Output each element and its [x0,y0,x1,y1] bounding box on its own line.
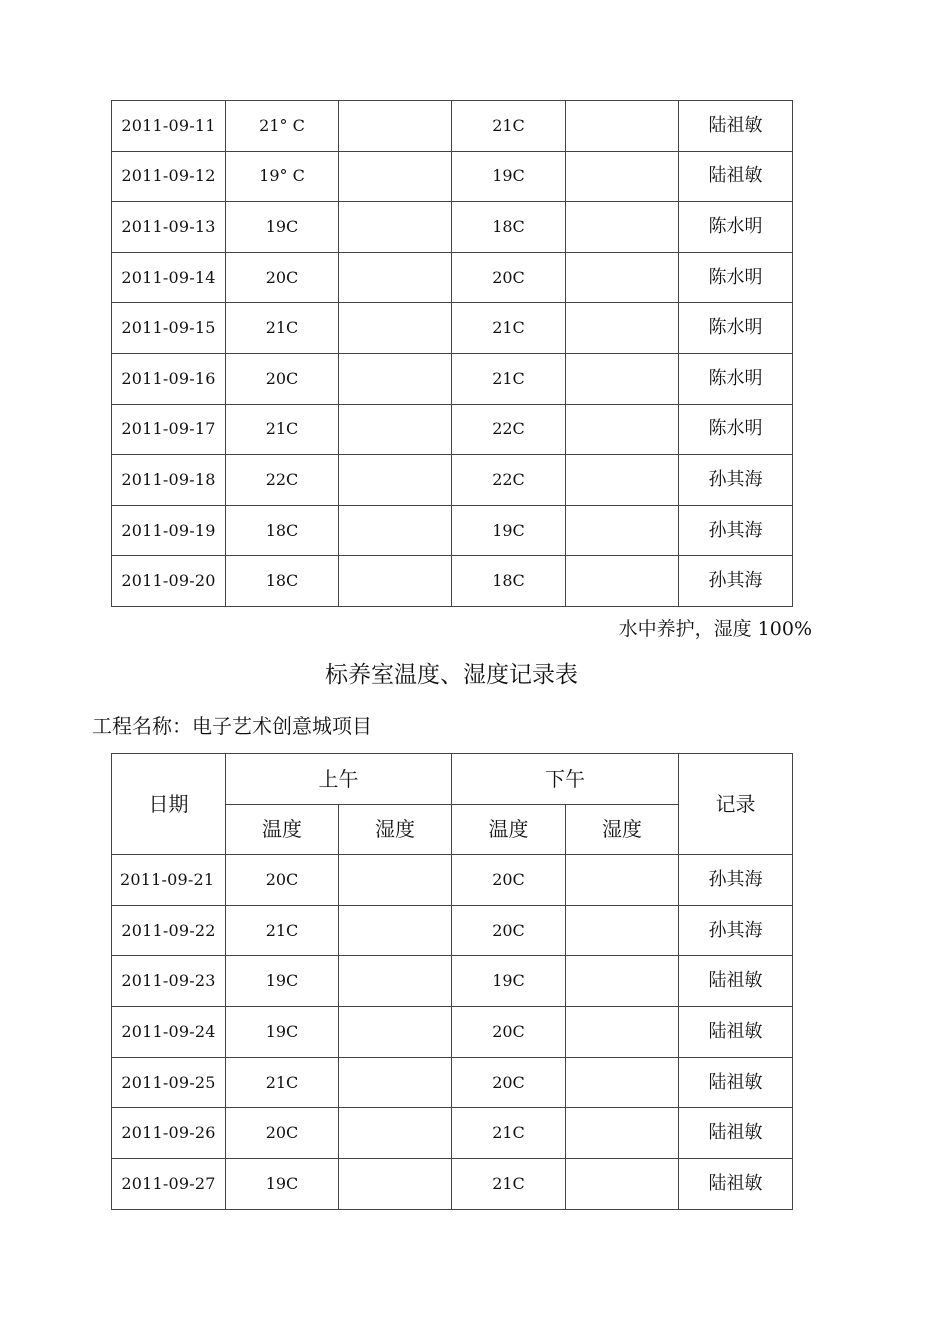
pm-temp-cell: 20C [452,905,566,956]
pm-temp-cell: 20C [452,1057,566,1108]
table-row [112,455,793,506]
page-title: 标养室温度、湿度记录表 [325,662,578,688]
table-row [112,905,793,956]
table-row [112,505,793,556]
am-temp-cell: 20C [226,855,339,906]
recorder-cell: 陆祖敏 [679,1057,793,1108]
am-temp-cell: 19C [226,1159,339,1210]
recorder-cell: 孙其海 [679,455,793,506]
temperature-log-table-continued [111,100,793,607]
am-temp-cell: 19C [226,956,339,1007]
table-row [112,303,793,354]
date-cell: 2011-09-21 [112,855,226,906]
pm-humidity-cell [566,202,679,253]
pm-temp-cell: 21C [452,303,566,354]
am-humidity-cell [339,1007,452,1058]
header-afternoon: 下午 [452,754,679,805]
am-humidity-cell [339,252,452,303]
am-humidity-cell [339,556,452,607]
recorder-cell: 孙其海 [679,905,793,956]
am-temp-cell: 21C [226,404,339,455]
table-row [112,151,793,202]
header-record: 记录 [679,754,793,855]
am-humidity-cell [339,505,452,556]
am-humidity-cell [339,1159,452,1210]
pm-humidity-cell [566,252,679,303]
header-pm-temp: 温度 [452,804,566,855]
header-row-top [112,754,793,805]
pm-humidity-cell [566,1057,679,1108]
am-temp-cell: 21C [226,1057,339,1108]
am-humidity-cell [339,353,452,404]
recorder-cell: 孙其海 [679,556,793,607]
table-row [112,1159,793,1210]
pm-humidity-cell [566,556,679,607]
am-humidity-cell [339,1057,452,1108]
pm-humidity-cell [566,303,679,354]
am-humidity-cell [339,1108,452,1159]
pm-temp-cell: 21C [452,353,566,404]
am-temp-cell: 19C [226,202,339,253]
am-temp-cell: 18C [226,505,339,556]
date-cell: 2011-09-14 [112,252,226,303]
pm-humidity-cell [566,905,679,956]
pm-humidity-cell [566,1007,679,1058]
am-humidity-cell [339,905,452,956]
date-cell: 2011-09-13 [112,202,226,253]
recorder-cell: 陆祖敏 [679,1108,793,1159]
date-cell: 2011-09-23 [112,956,226,1007]
pm-temp-cell: 19C [452,956,566,1007]
recorder-cell: 陈水明 [679,202,793,253]
am-humidity-cell [339,404,452,455]
pm-humidity-cell [566,455,679,506]
recorder-cell: 陈水明 [679,353,793,404]
date-cell: 2011-09-12 [112,151,226,202]
pm-temp-cell: 22C [452,404,566,455]
am-temp-cell: 20C [226,252,339,303]
pm-temp-cell: 20C [452,1007,566,1058]
date-cell: 2011-09-19 [112,505,226,556]
am-temp-cell: 19° C [226,151,339,202]
am-humidity-cell [339,956,452,1007]
am-temp-cell: 21C [226,905,339,956]
pm-temp-cell: 20C [452,855,566,906]
pm-temp-cell: 19C [452,151,566,202]
am-humidity-cell [339,101,452,152]
date-cell: 2011-09-24 [112,1007,226,1058]
header-morning: 上午 [226,754,452,805]
table-row [112,252,793,303]
am-temp-cell: 21C [226,303,339,354]
table-row [112,556,793,607]
table-row [112,404,793,455]
recorder-cell: 陆祖敏 [679,1159,793,1210]
date-cell: 2011-09-11 [112,101,226,152]
date-cell: 2011-09-25 [112,1057,226,1108]
date-cell: 2011-09-15 [112,303,226,354]
table-row [112,1007,793,1058]
date-cell: 2011-09-16 [112,353,226,404]
pm-humidity-cell [566,855,679,906]
am-temp-cell: 20C [226,353,339,404]
header-am-temp: 温度 [226,804,339,855]
pm-humidity-cell [566,404,679,455]
pm-humidity-cell [566,1159,679,1210]
recorder-cell: 陈水明 [679,252,793,303]
pm-humidity-cell [566,151,679,202]
recorder-cell: 陆祖敏 [679,956,793,1007]
am-humidity-cell [339,303,452,354]
temperature-log-table [111,753,793,1210]
header-am-humidity: 湿度 [339,804,452,855]
pm-temp-cell: 18C [452,556,566,607]
pm-temp-cell: 21C [452,1159,566,1210]
table-row [112,1057,793,1108]
pm-temp-cell: 22C [452,455,566,506]
curing-note: 水中养护，湿度 100% [618,618,812,640]
header-pm-humidity: 湿度 [566,804,679,855]
date-cell: 2011-09-22 [112,905,226,956]
pm-temp-cell: 21C [452,101,566,152]
project-name: 工程名称：电子艺术创意城项目 [92,714,372,738]
pm-humidity-cell [566,1108,679,1159]
date-cell: 2011-09-20 [112,556,226,607]
date-cell: 2011-09-26 [112,1108,226,1159]
recorder-cell: 陈水明 [679,303,793,354]
recorder-cell: 孙其海 [679,855,793,906]
recorder-cell: 陆祖敏 [679,101,793,152]
recorder-cell: 陆祖敏 [679,151,793,202]
date-cell: 2011-09-27 [112,1159,226,1210]
table-row [112,855,793,906]
am-temp-cell: 22C [226,455,339,506]
recorder-cell: 陆祖敏 [679,1007,793,1058]
am-humidity-cell [339,455,452,506]
table-row [112,1108,793,1159]
table-row [112,956,793,1007]
pm-humidity-cell [566,353,679,404]
am-temp-cell: 21° C [226,101,339,152]
pm-temp-cell: 20C [452,252,566,303]
am-temp-cell: 18C [226,556,339,607]
am-temp-cell: 19C [226,1007,339,1058]
am-temp-cell: 20C [226,1108,339,1159]
date-cell: 2011-09-18 [112,455,226,506]
pm-temp-cell: 21C [452,1108,566,1159]
table-row [112,202,793,253]
am-humidity-cell [339,151,452,202]
recorder-cell: 陈水明 [679,404,793,455]
date-cell: 2011-09-17 [112,404,226,455]
recorder-cell: 孙其海 [679,505,793,556]
table-row [112,101,793,152]
pm-humidity-cell [566,101,679,152]
pm-humidity-cell [566,956,679,1007]
header-date: 日期 [112,754,226,855]
am-humidity-cell [339,202,452,253]
pm-temp-cell: 18C [452,202,566,253]
am-humidity-cell [339,855,452,906]
pm-temp-cell: 19C [452,505,566,556]
pm-humidity-cell [566,505,679,556]
table-row [112,353,793,404]
